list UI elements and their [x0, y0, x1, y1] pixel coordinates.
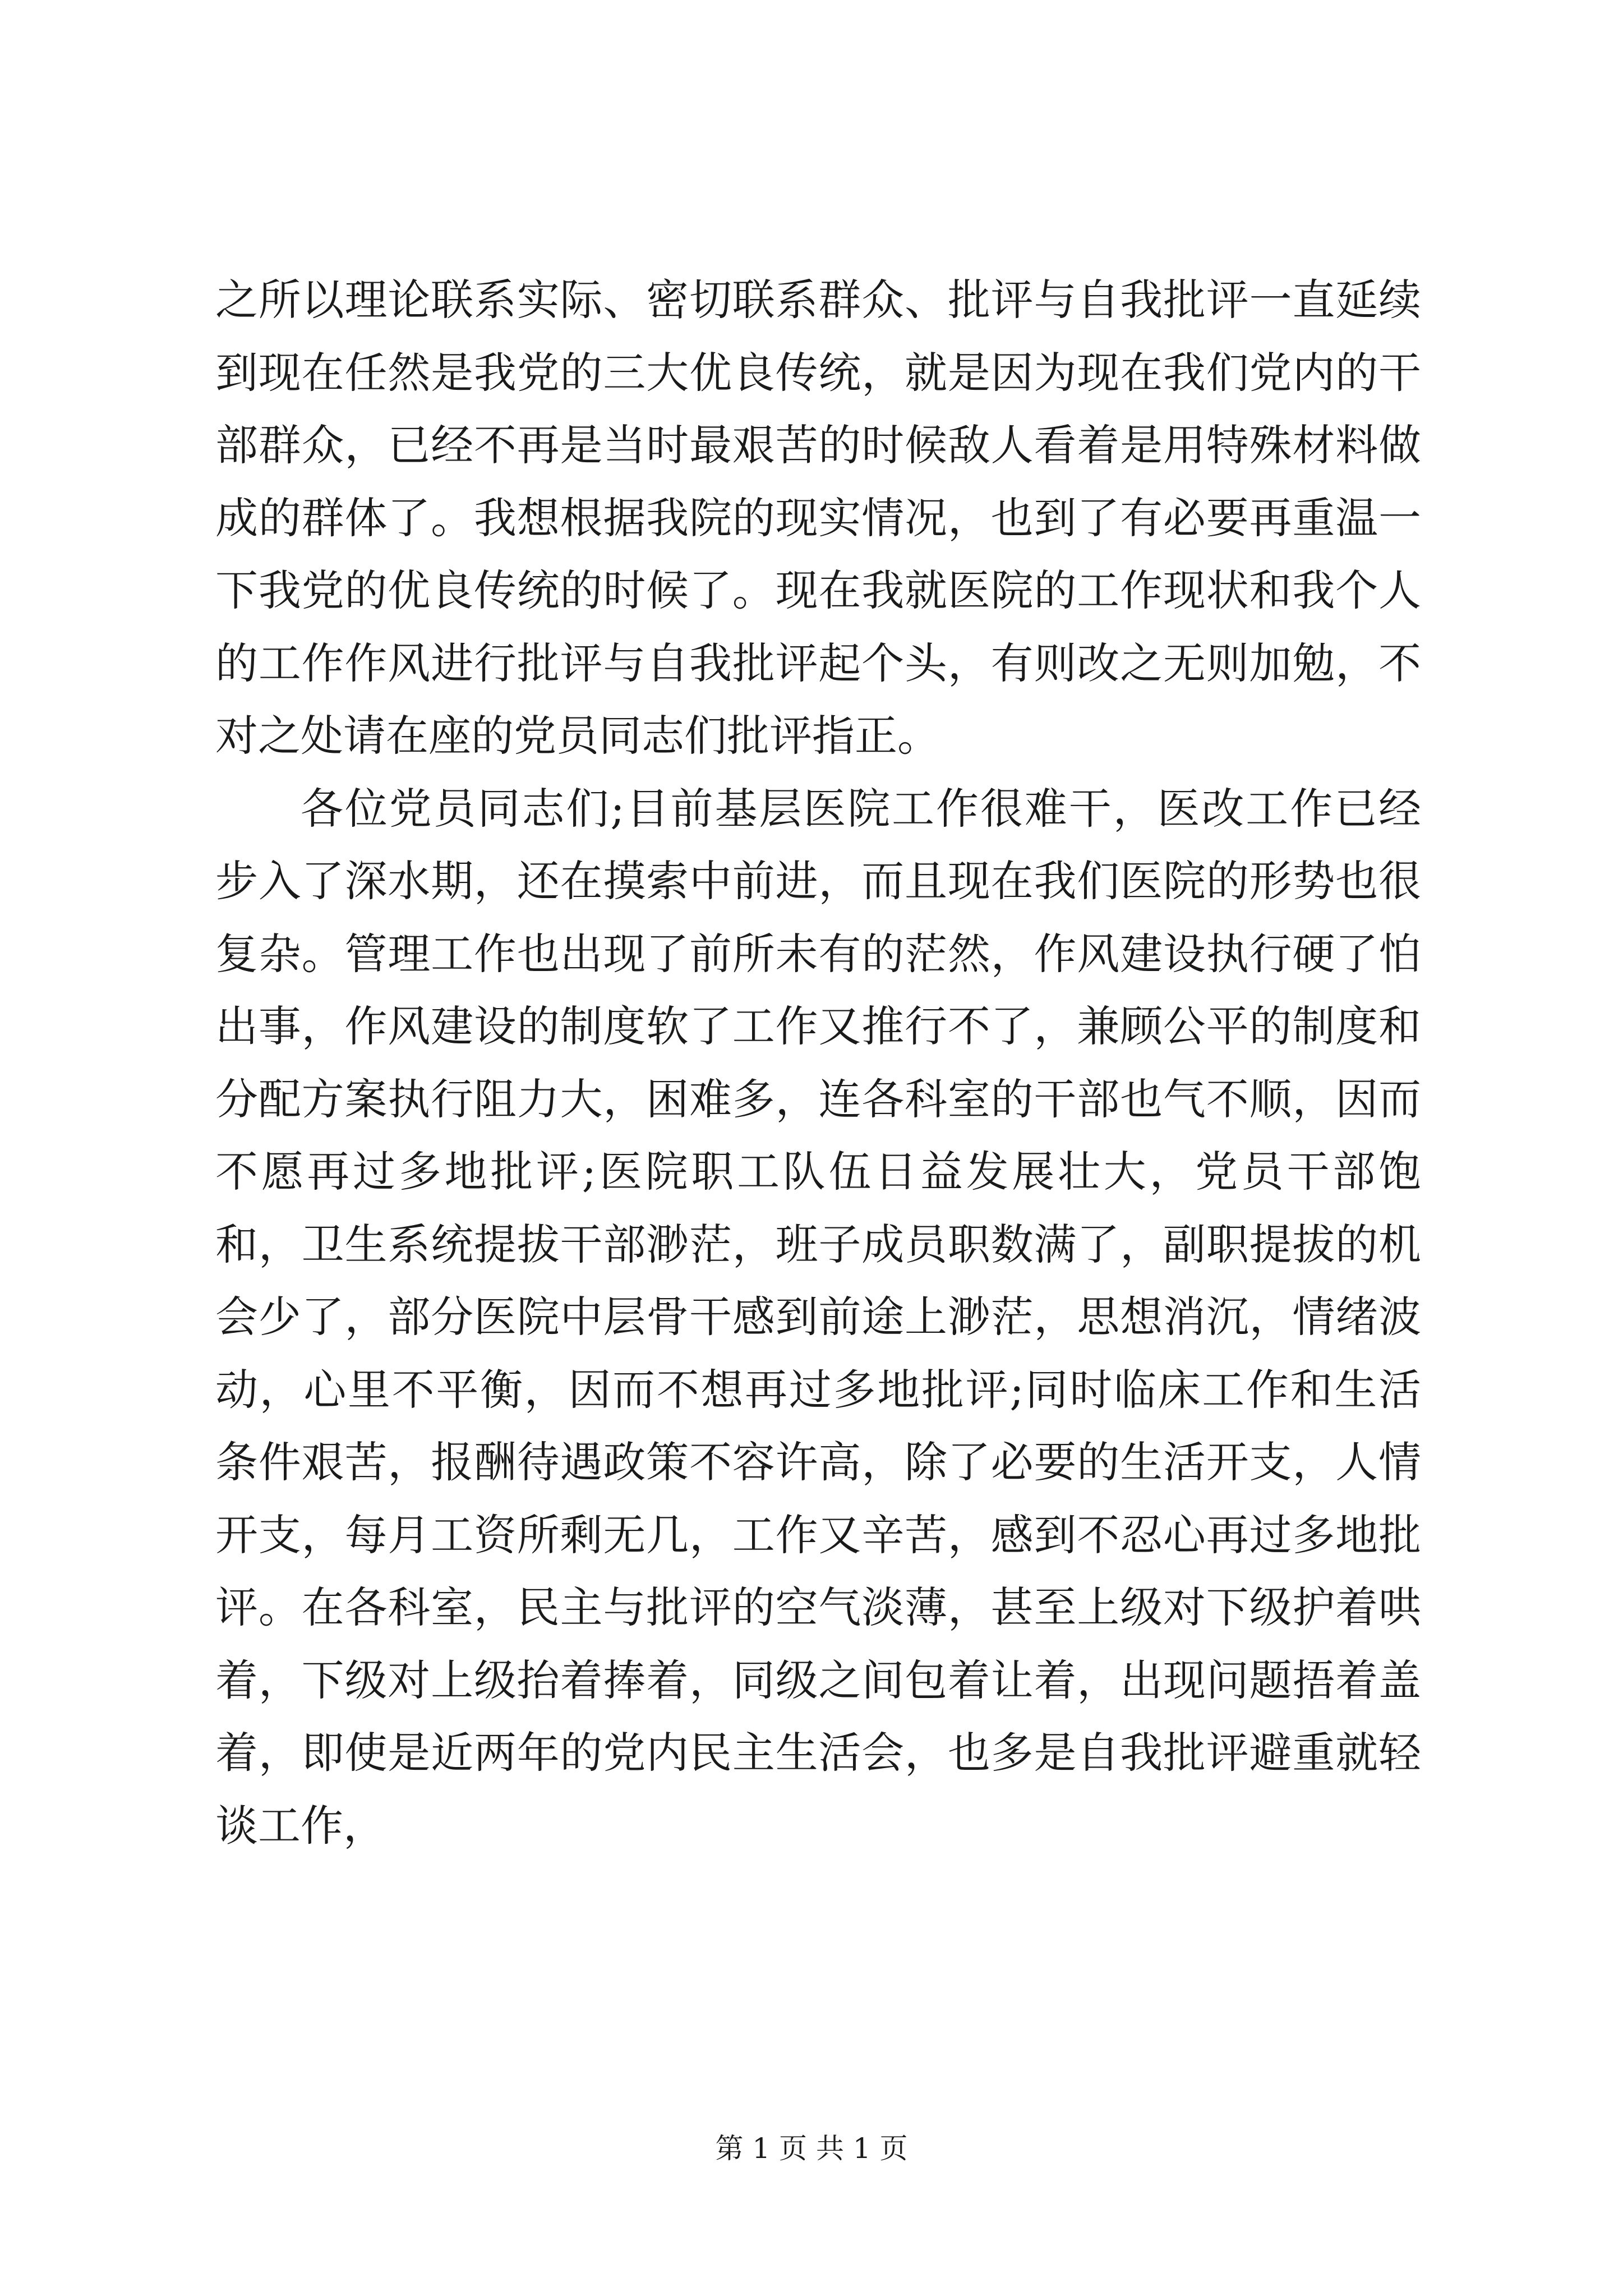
page-footer: 第 1 页 共 1 页: [715, 2132, 908, 2165]
paragraph-2: 各位党员同志们;目前基层医院工作很难干，医改工作已经步入了深水期，还在摸索中前进，而且现在我们医院的形势也很复杂。管理工作也出现了前所未有的茫然，作风建设执行硬了怕出事，作风建设的制度软了工作又推行不了，兼顾公平的制度和分配方案执行阻力大，困难多，连各科室的干部也气不顺，因而不愿再过多地批评;医院职工队伍日益发展壮大，党员干部饱和，卫生系统提拔干部渺茫，班子成员职数满了，副职提拔的机会少了，部分医院中层骨干感到前途上渺茫，思想消沉，情绪波动，心里不平衡，因而不想再过多地批评;同时临床工作和生活条件艰苦，报酬待遇政策不容许高，除了必要的生活开支，人情开支，每月工资所剩无几，工作又辛苦，感到不忍心再过多地批评。在各科室，民主与批评的空气淡薄，甚至上级对下级护着哄着，下级对上级抬着捧着，同级之间包着让着，出现问题捂着盖着，即使是近两年的党内民主生活会，也多是自我批评避重就轻谈工作，: [215, 783, 1421, 1851]
paragraph-1: 之所以理论联系实际、密切联系群众、批评与自我批评一直延续到现在任然是我党的三大优良传统，就是因为现在我们党内的干部群众，已经不再是当时最艰苦的时候敌人看着是用特殊材料做成的群体了。我想根据我院的现实情况，也到了有必要再重温一下我党的优良传统的时候了。现在我就医院的工作现状和我个人的工作作风进行批评与自我批评起个头，有则改之无则加勉，不对之处请在座的党员同志们批评指正。: [215, 275, 1421, 761]
document-body: [215, 264, 1421, 1862]
